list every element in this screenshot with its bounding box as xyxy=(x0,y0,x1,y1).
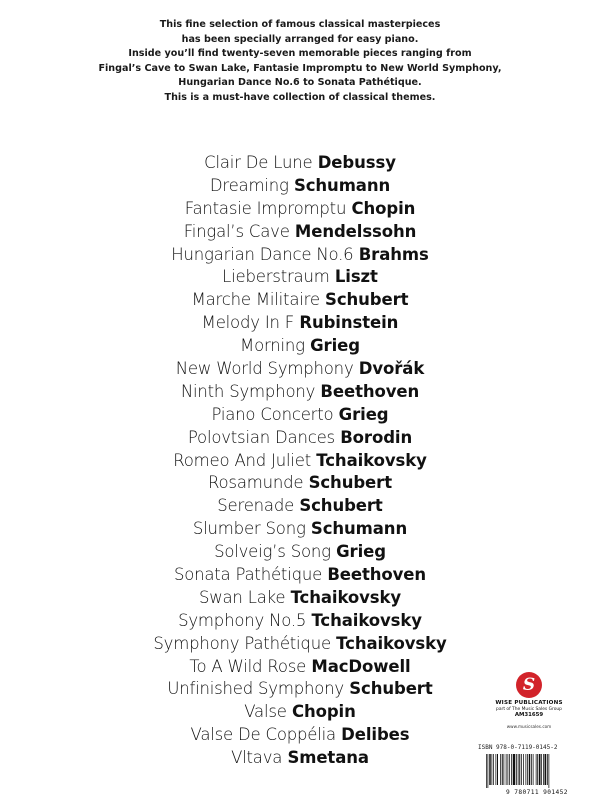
isbn-text: ISBN 978-0-7119-0145-2 xyxy=(478,744,558,751)
description-blurb xyxy=(0,18,600,106)
piece-title: Vltava xyxy=(231,748,283,768)
piece-composer: Mendelssohn xyxy=(294,221,417,241)
piece-item xyxy=(0,358,600,381)
piece-title: Morning xyxy=(240,336,305,356)
piece-title: Fingal’s Cave xyxy=(183,221,290,241)
piece-composer: Tchaikovsky xyxy=(290,587,402,607)
piece-composer: Tchaikovsky xyxy=(336,633,447,653)
piece-item xyxy=(0,312,600,335)
piece-item xyxy=(0,244,600,267)
piece-title: To A Wild Rose xyxy=(189,656,307,676)
piece-title: Hungarian Dance No.6 xyxy=(171,244,354,264)
piece-title: Valse xyxy=(244,702,287,722)
piece-composer: Dvořák xyxy=(358,359,425,379)
barcode-bar xyxy=(547,754,548,785)
barcode-bar xyxy=(536,754,537,785)
blurb-line: This is a must-have collection of classical themes. xyxy=(164,91,436,103)
piece-item xyxy=(0,404,600,427)
wise-publications-logo xyxy=(516,672,542,698)
piece-composer: Schumann xyxy=(310,519,408,539)
barcode-bar xyxy=(496,754,497,785)
piece-title: Dreaming xyxy=(209,175,289,195)
piece-composer: Debussy xyxy=(317,153,396,172)
barcode-bar xyxy=(516,754,517,785)
piece-composer: Tchaikovsky xyxy=(311,610,422,630)
piece-title: New World Symphony xyxy=(175,359,354,379)
piece-composer: Tchaikovsky xyxy=(316,450,427,470)
piece-item xyxy=(0,610,600,633)
barcode-bar xyxy=(539,754,541,785)
piece-composer: Liszt xyxy=(334,267,378,287)
barcode-bar xyxy=(545,754,547,785)
piece-item xyxy=(0,564,600,587)
piece-item xyxy=(0,289,600,312)
blurb-line: Hungarian Dance No.6 to Sonata Pathétique. xyxy=(178,77,422,89)
piece-composer: Delibes xyxy=(341,725,410,745)
piece-composer: Beethoven xyxy=(320,381,420,401)
piece-title: Melody In F xyxy=(201,313,295,333)
barcode-bar xyxy=(509,754,510,785)
piece-title: Valse De Coppélia xyxy=(190,725,336,745)
piece-item xyxy=(0,335,600,358)
barcode-bar xyxy=(513,754,515,785)
barcode-bar xyxy=(500,754,501,785)
piece-title: Sonata Pathétique xyxy=(173,565,323,585)
barcode-icon xyxy=(484,754,588,788)
blurb-line: Inside you’ll find twenty-seven memorable pieces ranging from xyxy=(128,48,472,60)
barcode-bar xyxy=(508,754,509,785)
piece-title: Marche Militaire xyxy=(191,290,320,310)
piece-title: Fantasie Impromptu xyxy=(184,198,347,218)
barcode-bar xyxy=(549,754,550,788)
piece-item xyxy=(0,427,600,450)
publisher-block xyxy=(484,672,574,713)
piece-title: Symphony Pathétique xyxy=(153,633,331,653)
piece-composer: MacDowell xyxy=(311,656,411,676)
piece-item xyxy=(0,221,600,244)
barcode-bar xyxy=(488,754,489,788)
piece-title: Symphony No.5 xyxy=(178,610,307,630)
piece-title: Rosamunde xyxy=(208,473,304,493)
barcode-block xyxy=(478,753,596,797)
piece-item xyxy=(0,266,600,289)
piece-title: Unfinished Symphony xyxy=(167,679,344,699)
piece-composer: Smetana xyxy=(287,748,369,768)
piece-item xyxy=(0,633,600,656)
piece-item xyxy=(0,198,600,221)
piece-composer: Grieg xyxy=(336,542,386,562)
piece-title: Romeo And Juliet xyxy=(173,450,312,470)
blurb-line: This fine selection of famous classical masterpieces xyxy=(159,19,441,30)
piece-title: Polovtsian Dances xyxy=(187,427,335,447)
barcode-bar xyxy=(541,754,542,785)
piece-title: Lieberstraum xyxy=(222,267,330,287)
piece-composer: Schubert xyxy=(308,473,392,493)
piece-item xyxy=(0,175,600,198)
barcode-bar xyxy=(521,754,522,785)
barcode-bar xyxy=(497,754,498,785)
piece-composer: Chopin xyxy=(291,702,356,722)
piece-item xyxy=(0,495,600,518)
publisher-group: part of The Music Sales Group xyxy=(496,707,562,712)
catalog-number: AM31659 xyxy=(514,712,544,718)
barcode-bar xyxy=(489,754,491,785)
barcode-bar xyxy=(502,754,503,785)
barcode-bar xyxy=(523,754,524,785)
piece-item xyxy=(0,587,600,610)
blurb-line: Fingal’s Cave to Swan Lake, Fantasie Impromptu to New World Symphony, xyxy=(98,62,502,74)
piece-item xyxy=(0,381,600,404)
barcode-bar xyxy=(511,754,512,785)
piece-title: Ninth Symphony xyxy=(180,381,316,401)
publisher-name: WISE PUBLICATIONS xyxy=(495,700,563,706)
piece-title: Serenade xyxy=(217,496,295,516)
piece-composer: Chopin xyxy=(351,198,416,218)
barcode-bar xyxy=(526,754,527,785)
piece-title: Solveig’s Song xyxy=(214,542,331,562)
piece-composer: Borodin xyxy=(340,427,413,447)
piece-composer: Schubert xyxy=(349,679,433,699)
piece-item xyxy=(0,541,600,564)
piece-item xyxy=(0,518,600,541)
barcode-bar xyxy=(531,754,532,785)
barcode-bar xyxy=(519,754,520,785)
piece-item xyxy=(0,152,600,175)
piece-title: Clair De Lune xyxy=(204,153,313,172)
barcode-bar xyxy=(537,754,538,785)
piece-composer: Rubinstein xyxy=(299,313,399,333)
piece-title: Piano Concerto xyxy=(211,404,334,424)
piece-composer: Beethoven xyxy=(327,565,427,585)
piece-composer: Schubert xyxy=(325,290,409,310)
barcode-bar xyxy=(518,754,519,785)
piece-composer: Grieg xyxy=(338,404,389,424)
piece-composer: Brahms xyxy=(358,244,429,264)
piece-composer: Grieg xyxy=(310,336,360,356)
barcode-bar xyxy=(504,754,505,785)
piece-composer: Schumann xyxy=(293,175,391,195)
barcode-bar xyxy=(543,754,544,785)
piece-item xyxy=(0,450,600,473)
piece-title: Slumber Song xyxy=(192,519,306,539)
piece-title: Swan Lake xyxy=(198,587,286,607)
barcode-bar xyxy=(529,754,531,785)
logo-letter: S xyxy=(522,674,536,695)
barcode-bar xyxy=(506,754,507,785)
barcode-number: 9 780711 901452 xyxy=(506,789,568,796)
piece-composer: Schubert xyxy=(299,496,383,516)
publisher-website: www.musicsales.com xyxy=(506,724,552,729)
barcode-bar xyxy=(533,754,534,785)
barcode-bar xyxy=(492,754,493,785)
piece-item xyxy=(0,472,600,495)
barcode-bar xyxy=(527,754,528,785)
barcode-bar xyxy=(486,754,487,788)
blurb-line: has been specially arranged for easy piano. xyxy=(181,33,419,45)
barcode-bar xyxy=(493,754,494,785)
